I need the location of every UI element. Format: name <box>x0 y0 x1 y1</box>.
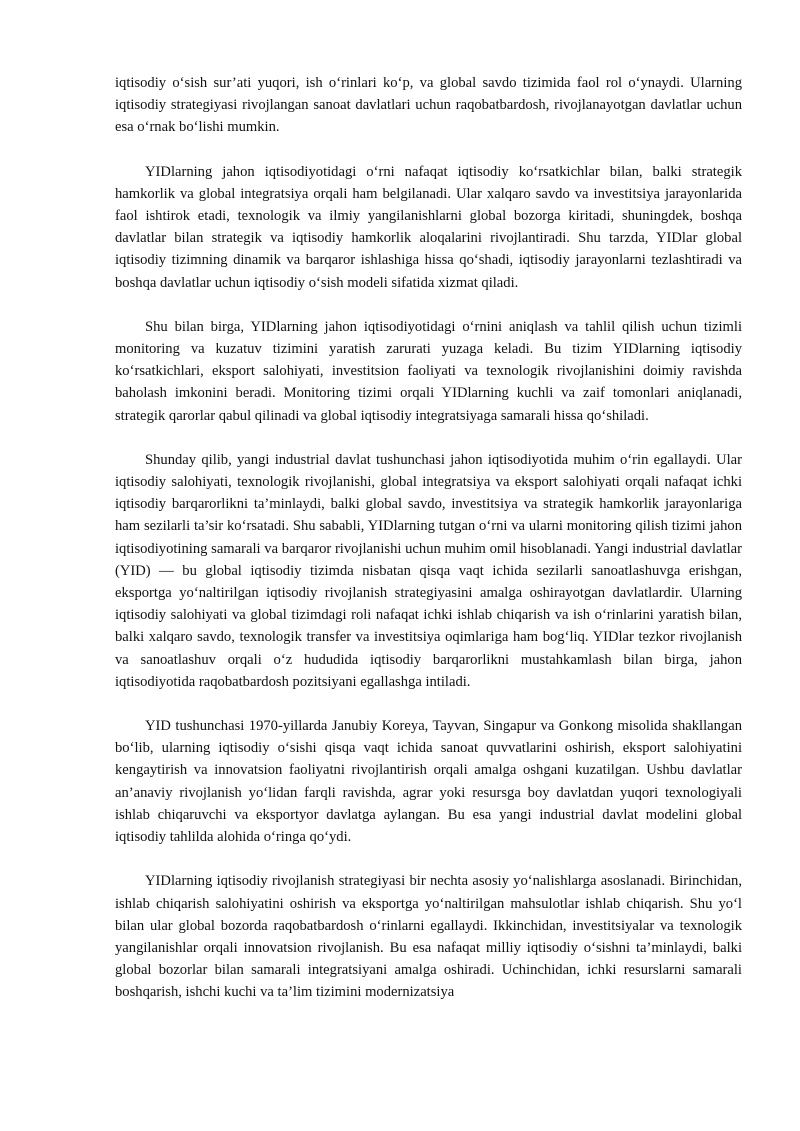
paragraph-1: iqtisodiy o‘sish sur’ati yuqori, ish o‘rinlari ko‘p, va global savdo tizimida faol rol o‘ynaydi. Ularning iqtisodiy strategiyasi rivojlangan sanoat davlatlari uchun raqobatbardosh, rivojlanayotgan davlatlar uchun esa o‘rnak bo‘lishi mumkin. <box>115 75 742 136</box>
paragraph-4: Shunday qilib, yangi industrial davlat tushunchasi jahon iqtisodiyotida muhim o‘rin egallaydi. Ular iqtisodiy salohiyati, texnologik rivojlanishi, global integratsiya va eksport salohiyati orqali nafaqat ichki iqtisodiy barqarorlikni ta’minlaydi, balki global savdo, investitsiya va strategik hamkorlik jarayonlariga ham sezilarli ta’sir ko‘rsatadi. Shu sababli, YIDlarning tutgan o‘rni va ularni monitoring qilish tizimi jahon iqtisodiyotining samarali va barqaror rivojlanishi uchun muhim omil hisoblanadi. Yangi industrial davlatlar (YID) — bu global iqtisodiy tizimda nisbatan qisqa vaqt ichida sezilarli sanoatlashuvga erishgan, eksportga yo‘naltirilgan iqtisodiy rivojlanish strategiyasini amalga oshirayotgan davlatlardir. Ularning iqtisodiy salohiyati va global tizimdagi roli nafaqat ichki ishlab chiqarish va ish o‘rinlarini yaratish bilan, balki xalqaro savdo, texnologik transfer va investitsiya oqimlariga ham bog‘liq. YIDlar tezkor rivojlanish va sanoatlashuv orqali o‘z hududida iqtisodiy barqarorlikni mustahkamlash bilan birga, jahon iqtisodiyotida raqobatbardosh pozitsiyani egallashga intiladi. <box>115 451 742 690</box>
paragraph-5: YID tushunchasi 1970-yillarda Janubiy Koreya, Tayvan, Singapur va Gonkong misolida shakllangan bo‘lib, ularning iqtisodiy o‘sishi qisqa vaqt ichida sanoat quvvatlarini oshirish, eksport salohiyatini kengaytirish va innovatsion faoliyatni rivojlantirish orqali amalga oshgani kuzatilgan. Ushbu davlatlar an’anaviy rivojlanish yo‘lidan farqli ravishda, agrar yoki resursga boy davlatdan yuqori texnologiyali ishlab chiqaruvchi va eksportyor davlatga aylangan. Bu esa yangi industrial davlat modelini global iqtisodiy tahlilda alohida o‘ringa qo‘ydi. <box>115 718 742 846</box>
paragraph-6: YIDlarning iqtisodiy rivojlanish strategiyasi bir nechta asosiy yo‘nalishlarga asoslanadi. Birinchidan, ishlab chiqarish salohiyatini oshirish va eksportga yo‘naltirilgan mahsulotlar ishlab chiqarish. Shu yo‘l bilan ular global bozorda raqobatbardosh o‘rinlarni egallaydi. Ikkinchidan, investitsiyalar va texnologik yangilanishlar orqali innovatsion rivojlanish. Bu esa nafaqat milliy iqtisodiy o‘sishni ta’minlaydi, balki global bozorlar bilan samarali integratsiyani amalga oshiradi. Uchinchidan, ichki resurslarni samarali boshqarish, ishchi kuchi va ta’lim tizimini modernizatsiya <box>115 873 742 1001</box>
paragraph-2: YIDlarning jahon iqtisodiyotidagi o‘rni nafaqat iqtisodiy ko‘rsatkichlar bilan, balki strategik hamkorlik va global integratsiya orqali ham belgilanadi. Ular xalqaro savdo va investitsiya jarayonlarida faol ishtirok etadi, texnologik va ilmiy yangilanishlarni global bozorga kiritadi, shuningdek, boshqa davlatlar bilan strategik va iqtisodiy hamkorlik aloqalarini rivojlantiradi. Shu tarzda, YIDlar global iqtisodiy tizimning dinamik va barqaror ishlashiga hissa qo‘shadi, iqtisodiy jarayonlarni tezlashtiradi va boshqa davlatlar uchun iqtisodiy o‘sish modeli sifatida xizmat qiladi. <box>115 163 742 291</box>
paragraph-3: Shu bilan birga, YIDlarning jahon iqtisodiyotidagi o‘rnini aniqlash va tahlil qilish uchun tizimli monitoring va kuzatuv tizimini yaratish zarurati yuzaga keladi. Bu tizim YIDlarning iqtisodiy ko‘rsatkichlari, eksport salohiyati, investitsion faoliyati va texnologik rivojlanishini doimiy ravishda baholash imkonini beradi. Monitoring tizimi orqali YIDlarning kuchli va zaif tomonlari aniqlanadi, strategik qarorlar qabul qilinadi va global iqtisodiy integratsiyaga samarali hissa qo‘shiladi. <box>115 318 742 424</box>
